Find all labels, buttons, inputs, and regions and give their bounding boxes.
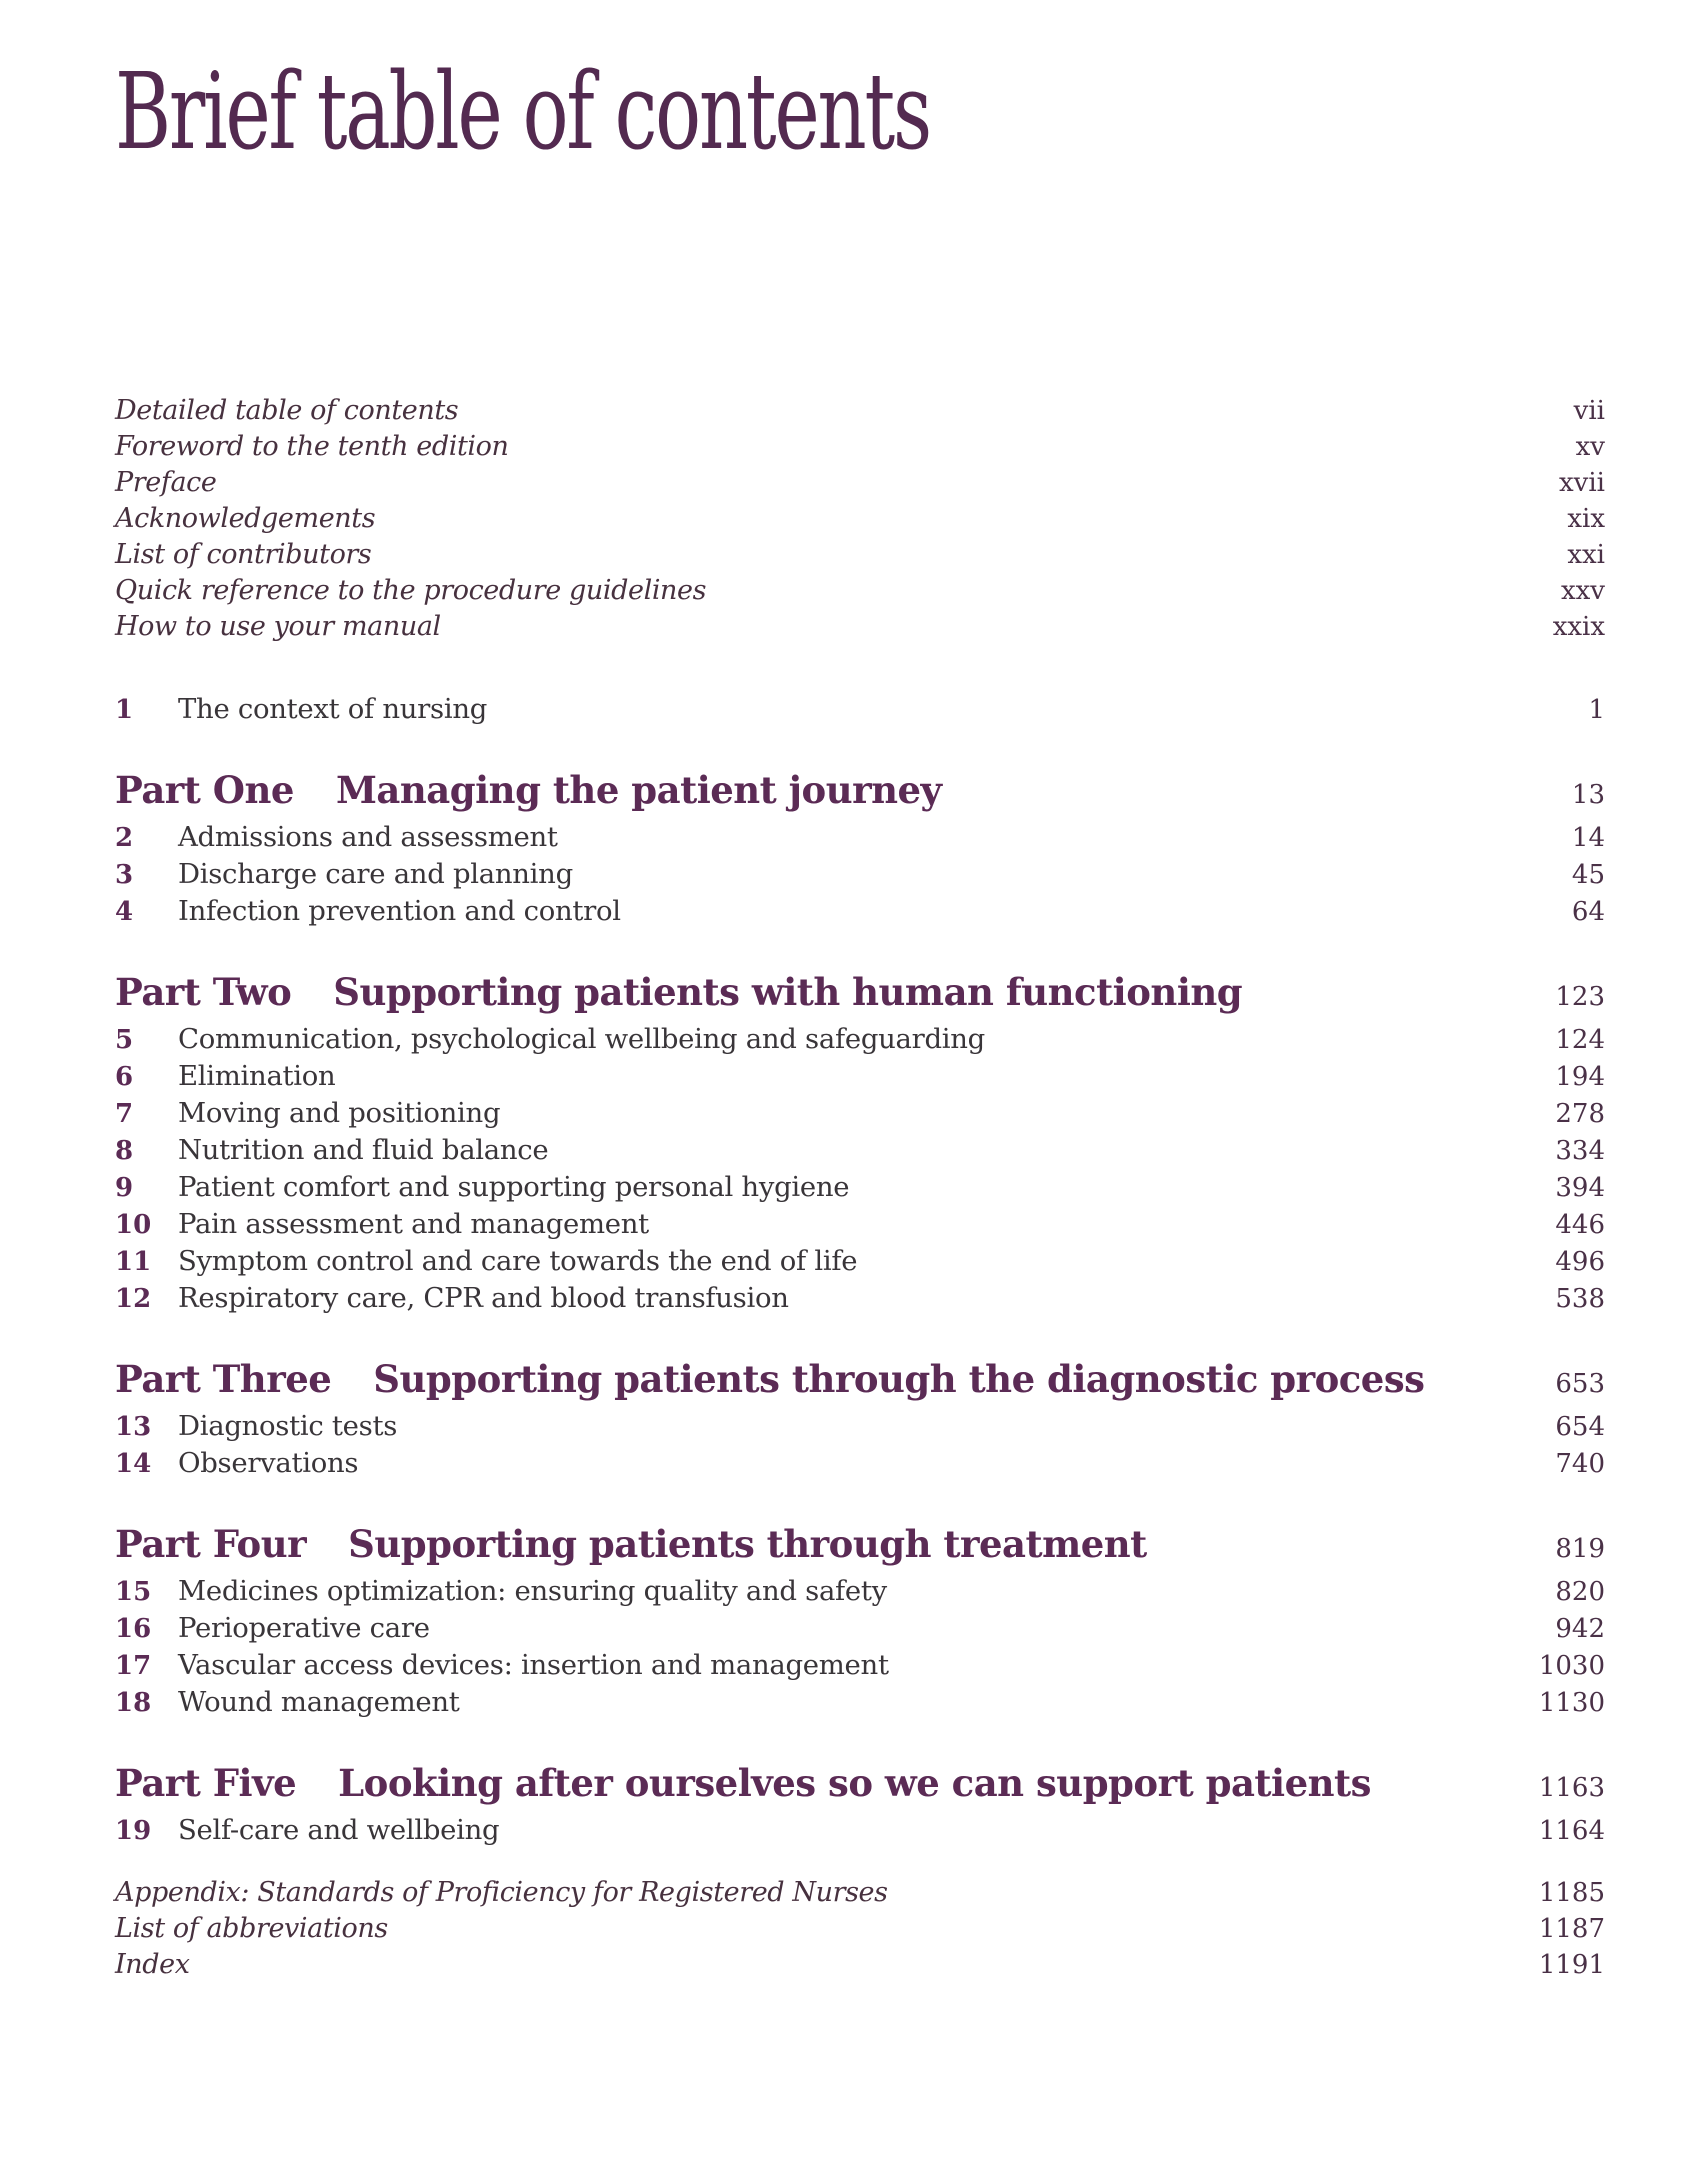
chapter-number: 7	[115, 1099, 134, 1130]
chapter-title: Patient comfort and supporting personal hygiene	[178, 1171, 850, 1204]
chapter-row	[115, 893, 1605, 930]
front-matter-label: How to use your manual	[115, 611, 441, 643]
part-title: Supporting patients through treatment	[348, 1522, 1147, 1567]
page-number: 45	[1571, 860, 1605, 891]
page-number: 394	[1555, 1173, 1605, 1204]
page-number: 124	[1555, 1025, 1605, 1056]
chapter-row	[115, 691, 1605, 728]
toc-body	[115, 691, 1605, 1849]
page-number: 14	[1571, 823, 1605, 854]
back-matter-item	[115, 1911, 1605, 1947]
chapter-title: Nutrition and fluid balance	[178, 1134, 549, 1167]
chapter-row	[115, 1812, 1605, 1849]
page-number: 278	[1555, 1099, 1605, 1130]
page-number: 1130	[1538, 1688, 1605, 1719]
chapter-number: 13	[115, 1412, 152, 1443]
back-matter-list	[115, 1875, 1605, 1983]
chapter-title: Diagnostic tests	[178, 1410, 398, 1443]
part-section	[115, 1355, 1605, 1482]
chapter-title: Symptom control and care towards the end of life	[178, 1245, 858, 1278]
chapter-row	[115, 1058, 1605, 1095]
page-number: 1	[1588, 695, 1605, 726]
part-title: Looking after ourselves so we can support patients	[338, 1761, 1371, 1806]
part-name: Part Two	[115, 970, 292, 1015]
chapter-number: 12	[115, 1284, 152, 1315]
page-number: 1163	[1538, 1773, 1605, 1804]
chapter-row	[115, 1206, 1605, 1243]
chapter-title: Elimination	[178, 1060, 336, 1093]
front-matter-label: List of contributors	[115, 539, 372, 571]
chapter-row	[115, 1445, 1605, 1482]
chapter-title: Medicines optimization: ensuring quality and safety	[178, 1575, 887, 1608]
chapter-title: Self-care and wellbeing	[178, 1814, 500, 1847]
chapter-number: 19	[115, 1816, 152, 1847]
page-number: xix	[1567, 504, 1605, 535]
front-matter-item	[115, 393, 1605, 429]
chapter-row	[115, 1610, 1605, 1647]
page-number: 496	[1555, 1247, 1605, 1278]
front-matter-item	[115, 609, 1605, 645]
chapter-row	[115, 1095, 1605, 1132]
front-matter-item	[115, 573, 1605, 609]
page-number: 653	[1555, 1369, 1605, 1400]
chapter-title: Pain assessment and management	[178, 1208, 649, 1241]
chapter-title: Respiratory care, CPR and blood transfusion	[178, 1282, 789, 1315]
part-name: Part Four	[115, 1522, 307, 1567]
page-number: 194	[1555, 1062, 1605, 1093]
page-number: 538	[1555, 1284, 1605, 1315]
chapter-row	[115, 1684, 1605, 1721]
page-number: 446	[1555, 1210, 1605, 1241]
chapter-number: 4	[115, 897, 134, 928]
chapter-number: 6	[115, 1062, 134, 1093]
page-number: xvii	[1559, 468, 1605, 499]
front-matter-label: Preface	[115, 467, 217, 499]
page-number: 1164	[1538, 1816, 1605, 1847]
page-number: 942	[1555, 1614, 1605, 1645]
part-section	[115, 1759, 1605, 1849]
chapter-row	[115, 1021, 1605, 1058]
part-heading	[115, 1520, 1605, 1573]
part-heading	[115, 1759, 1605, 1812]
chapter-title: Discharge care and planning	[178, 858, 573, 891]
page-number: 1187	[1538, 1914, 1605, 1945]
part-section	[115, 968, 1605, 1317]
chapter-title: Vascular access devices: insertion and management	[178, 1649, 889, 1682]
chapter-row	[115, 1243, 1605, 1280]
part-section	[115, 1520, 1605, 1721]
part-section	[115, 766, 1605, 930]
page-number: xxv	[1560, 576, 1605, 607]
page-number: 740	[1555, 1449, 1605, 1480]
front-matter-item	[115, 429, 1605, 465]
front-matter-item	[115, 501, 1605, 537]
chapter-row	[115, 1132, 1605, 1169]
page-number: 334	[1555, 1136, 1605, 1167]
part-title: Managing the patient journey	[335, 768, 942, 813]
chapter-number: 16	[115, 1614, 152, 1645]
chapter-row	[115, 819, 1605, 856]
chapter-number: 14	[115, 1449, 152, 1480]
part-heading	[115, 968, 1605, 1021]
chapter-number: 18	[115, 1688, 152, 1719]
chapter-number: 5	[115, 1025, 134, 1056]
front-matter-label: Acknowledgements	[115, 503, 376, 535]
page-number: 1185	[1538, 1878, 1605, 1909]
chapter-number: 11	[115, 1247, 152, 1278]
page-number: 1191	[1538, 1950, 1605, 1981]
chapter-number: 3	[115, 860, 134, 891]
front-matter-label: Foreword to the tenth edition	[115, 431, 509, 463]
part-name: Part Three	[115, 1357, 332, 1402]
back-matter-label: List of abbreviations	[115, 1913, 388, 1945]
chapter-row	[115, 1647, 1605, 1684]
back-matter-item	[115, 1947, 1605, 1983]
chapter-row	[115, 1408, 1605, 1445]
chapter-title: Moving and positioning	[178, 1097, 501, 1130]
chapter-title: Communication, psychological wellbeing and safeguarding	[178, 1023, 985, 1056]
chapter-number: 9	[115, 1173, 134, 1204]
chapter-title: Observations	[178, 1447, 359, 1480]
chapter-title: The context of nursing	[178, 693, 488, 726]
back-matter-item	[115, 1875, 1605, 1911]
page-number: xxix	[1552, 612, 1605, 643]
part-heading	[115, 766, 1605, 819]
page-title-text: Brief table of contents	[115, 50, 930, 173]
part-title: Supporting patients with human functioning	[333, 970, 1243, 1015]
page-number: 819	[1555, 1534, 1605, 1565]
front-matter-item	[115, 465, 1605, 501]
part-name: Part One	[115, 768, 294, 813]
page-number: 1030	[1538, 1651, 1605, 1682]
back-matter-label: Appendix: Standards of Proficiency for Registered Nurses	[115, 1877, 888, 1909]
chapter-row	[115, 1573, 1605, 1610]
chapter-row	[115, 1280, 1605, 1317]
chapter-row	[115, 1169, 1605, 1206]
chapter-number: 8	[115, 1136, 134, 1167]
front-matter-label: Detailed table of contents	[115, 395, 459, 427]
page-number: 123	[1555, 982, 1605, 1013]
chapter-number: 2	[115, 823, 134, 854]
page-number: xxi	[1567, 540, 1605, 571]
page-number: 64	[1571, 897, 1605, 928]
chapter-number: 1	[115, 695, 134, 726]
chapter-title: Perioperative care	[178, 1612, 430, 1645]
page-number: xv	[1575, 432, 1605, 463]
front-matter-label: Quick reference to the procedure guidelines	[115, 575, 707, 607]
chapter-title: Infection prevention and control	[178, 895, 621, 928]
page-number: vii	[1573, 396, 1605, 427]
part-heading	[115, 1355, 1605, 1408]
chapter-title: Admissions and assessment	[178, 821, 558, 854]
part-title: Supporting patients through the diagnostic process	[373, 1357, 1425, 1402]
part-name: Part Five	[115, 1761, 297, 1806]
back-matter-label: Index	[115, 1949, 190, 1981]
chapter-number: 17	[115, 1651, 152, 1682]
page-number: 13	[1571, 780, 1605, 811]
page-number: 820	[1555, 1577, 1605, 1608]
front-matter-item	[115, 537, 1605, 573]
front-matter-list	[115, 393, 1605, 645]
chapter-title: Wound management	[178, 1686, 460, 1719]
page-number: 654	[1555, 1412, 1605, 1443]
page-title	[115, 0, 1605, 173]
chapter-number: 15	[115, 1577, 152, 1608]
chapter-number: 10	[115, 1210, 152, 1241]
chapter-row	[115, 856, 1605, 893]
